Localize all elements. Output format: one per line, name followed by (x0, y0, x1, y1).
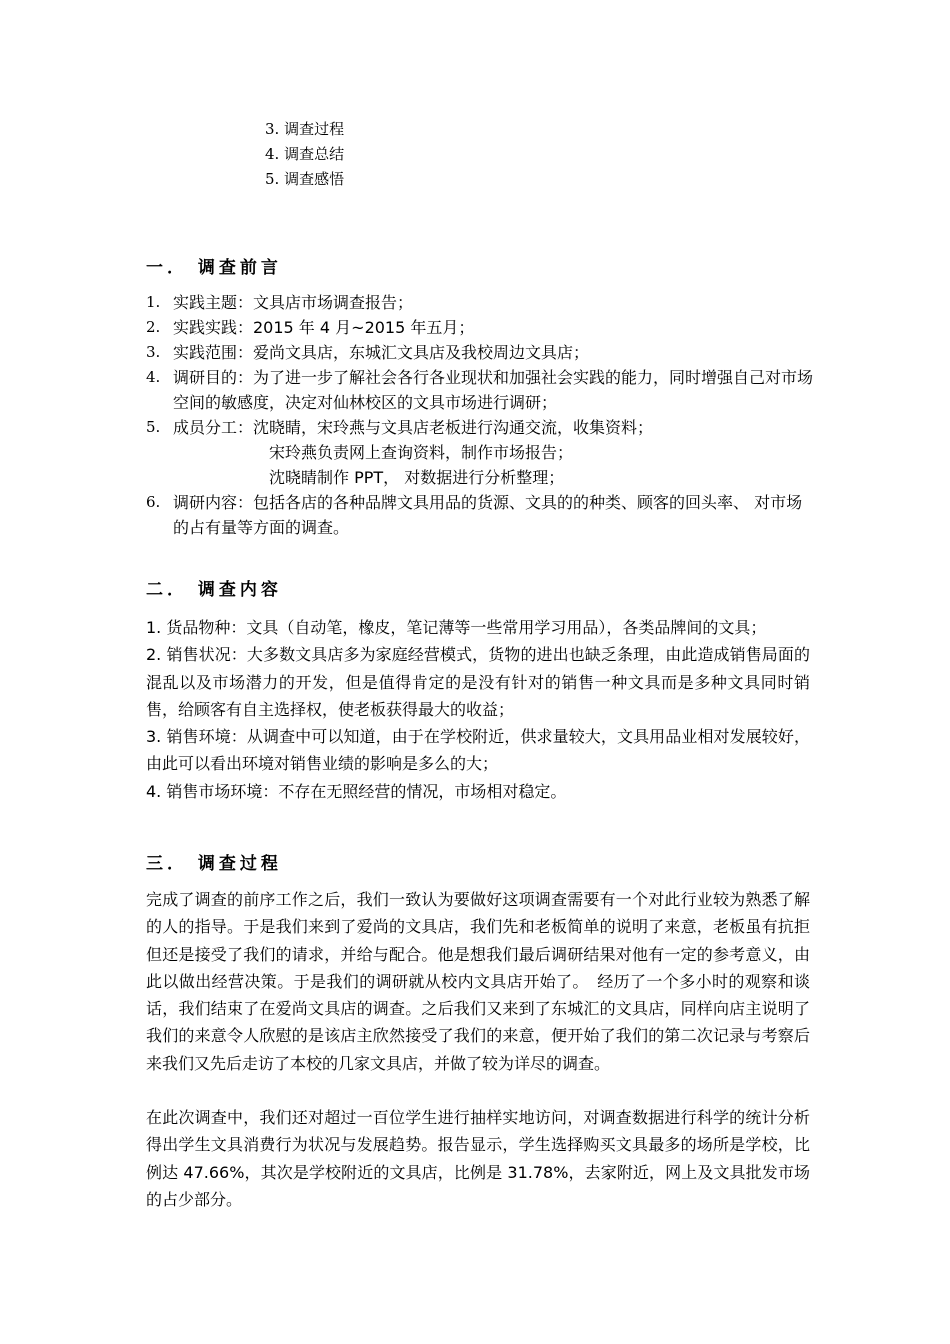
list-number: 1. (146, 293, 161, 311)
list-number: 3. (146, 343, 161, 361)
paragraph: 4. 销售市场环境：不存在无照经营的情况，市场相对稳定。 (146, 781, 567, 801)
paragraph: 3. 销售环境：从调查中可以知道，由于在学校附近，供求量较大，文具用品业相对发展较好，由此可以看出环境对销售业绩的影响是多么的大； (146, 727, 810, 774)
section3-heading: 三． 调查过程 (146, 854, 282, 874)
list-item (146, 415, 816, 440)
list-number: 2. (146, 318, 161, 336)
list-text: 调研内容：包括各店的各种品牌文具用品的货源、文具的的种类、顾客的回头率、 对市场的占有量等方面的调查。 (173, 493, 803, 537)
list-continuation: 宋玲燕负责网上查询资料，制作市场报告； (269, 443, 574, 462)
list-number: 6. (146, 493, 161, 511)
list-text: 实践主题：文具店市场调查报告； (173, 293, 414, 312)
section2-body (146, 614, 810, 805)
list-text: 实践实践：2015 年 4 月~2015 年五月； (173, 318, 475, 337)
toc-item: 4. 调查总结 (265, 145, 345, 163)
list-item (146, 340, 816, 365)
list-item (146, 365, 816, 415)
table-of-contents (265, 117, 344, 192)
section2-heading: 二． 调查内容 (146, 580, 282, 600)
paragraph: 2. 销售状况：大多数文具店多为家庭经营模式，货物的进出也缺乏条理，由此造成销售局面的混乱以及市场潜力的开发，但是值得肯定的是没有针对的销售一种文具而是多种文具同时销售，给顾客有自主选择权，使老板获得最大的收益； (146, 645, 810, 719)
list-text: 实践范围：爱尚文具店，东城汇文具店及我校周边文具店； (173, 343, 590, 362)
section1-heading: 一． 调查前言 (146, 258, 282, 278)
section3-paragraph-2: 在此次调查中，我们还对超过一百位学生进行抽样实地访问，对调查数据进行科学的统计分析得出学生文具消费行为状况与发展趋势。报告显示，学生选择购买文具最多的场所是学校，比例达 47.66%，其次是学校附近的文具店，比例是 31.78%，去家附近，网上及文具批发市场的占少部分。 (146, 1108, 810, 1209)
section1-list (146, 290, 816, 540)
list-item (146, 290, 816, 315)
list-text: 成员分工：沈晓睛，宋玲燕与文具店老板进行沟通交流，收集资料； (173, 418, 654, 437)
section3-paragraph-1: 完成了调查的前序工作之后，我们一致认为要做好这项调查需要有一个对此行业较为熟悉了解的人的指导。于是我们来到了爱尚的文具店，我们先和老板简单的说明了来意，老板虽有抗拒但还是接受了我们的请求，并给与配合。他是想我们最后调研结果对他有一定的参考意义，由此以做出经营决策。于是我们的调研就从校内文具店开始了。 经历了一个多小时的观察和谈话，我们结束了在爱尚文具店的调查。之后我们又来到了东城汇的文具店，同样向店主说明了我们的来意令人欣慰的是该店主欣然接受了我们的来意，便开始了我们的第二次记录与考察后来我们又先后走访了本校的几家文具店，并做了较为详尽的调查。 (146, 890, 810, 1073)
toc-item: 3. 调查过程 (265, 120, 345, 138)
list-continuation: 沈晓睛制作 PPT， 对数据进行分析整理； (269, 468, 565, 487)
toc-item: 5. 调查感悟 (265, 170, 345, 188)
list-item (146, 490, 816, 540)
list-text: 调研目的：为了进一步了解社会各行各业现状和加强社会实践的能力，同时增强自己对市场空间的敏感度，决定对仙林校区的文具市场进行调研； (173, 368, 814, 412)
list-item (146, 315, 816, 340)
list-number: 5. (146, 418, 161, 436)
list-number: 4. (146, 368, 161, 386)
paragraph: 1. 货品物种：文具（自动笔，橡皮，笔记薄等一些常用学习用品），各类品牌间的文具； (146, 618, 767, 637)
